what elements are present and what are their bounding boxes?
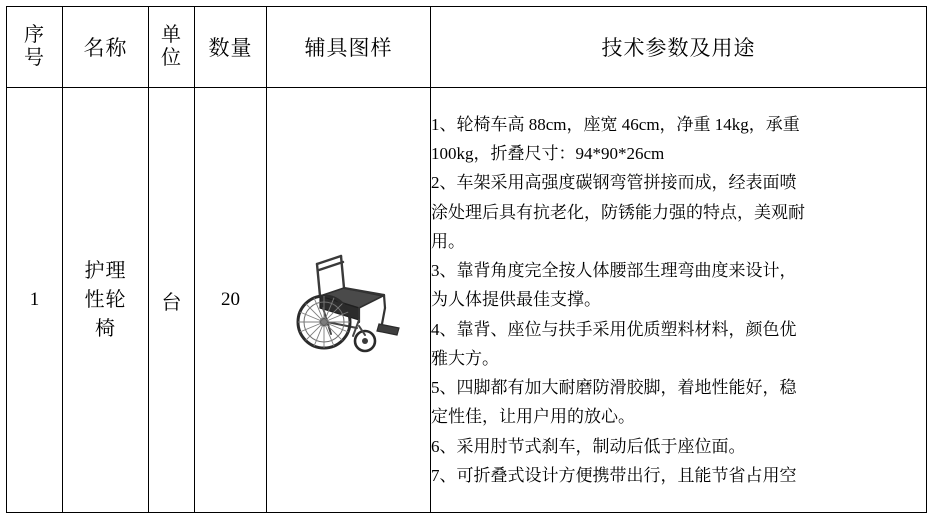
- cell-description: [431, 88, 927, 513]
- column-header-description: [431, 7, 927, 88]
- column-header-quantity-label: 数量: [208, 36, 253, 60]
- description-line: 用。: [431, 231, 465, 251]
- cell-item-name: [63, 88, 149, 513]
- column-header-unit-line2: 位: [161, 47, 182, 69]
- column-header-unit-line1: 单: [161, 24, 182, 46]
- item-name-line2: 性轮: [84, 288, 127, 311]
- column-header-name-label: 名称: [83, 36, 128, 60]
- column-header-name: [63, 7, 149, 88]
- item-name-line1: 护理: [84, 259, 127, 282]
- description-line: 涂处理后具有抗老化，防锈能力强的特点，美观耐: [431, 202, 805, 222]
- table-header: [7, 7, 927, 88]
- description-line: 1、轮椅车高 88cm，座宽 46cm，净重 14kg，承重: [431, 114, 800, 134]
- table-body: [7, 88, 927, 513]
- column-header-seq-line2: 号: [24, 47, 45, 69]
- column-header-quantity: [195, 7, 267, 88]
- column-header-unit: [149, 7, 195, 88]
- description-line: 2、车架采用高强度碳钢弯管拼接而成，经表面喷: [431, 173, 797, 193]
- cell-product-image: [267, 88, 431, 513]
- description-line: 4、靠背、座位与扶手采用优质塑料材料，颜色优: [431, 319, 797, 339]
- description-line: 6、采用肘节式刹车，制动后低于座位面。: [431, 436, 746, 456]
- description-line: 定性佳，让用户用的放心。: [431, 407, 635, 427]
- wheelchair-icon: [287, 238, 411, 362]
- item-name-line3: 椅: [95, 317, 116, 340]
- column-header-image: [267, 7, 431, 88]
- description-line: 7、可折叠式设计方便携带出行，且能节省占用空: [431, 465, 797, 485]
- description-line: 100kg，折叠尺寸：94*90*26cm: [431, 144, 665, 164]
- description-line: 3、靠背角度完全按人体腰部生理弯曲度来设计，: [431, 261, 797, 281]
- specification-table: [6, 6, 927, 513]
- table-row: [7, 88, 927, 513]
- column-header-image-label: 辅具图样: [304, 36, 393, 60]
- column-header-seq-line1: 序: [24, 24, 45, 46]
- description-line: 为人体提供最佳支撑。: [431, 290, 601, 310]
- description-line: 雅大方。: [431, 348, 499, 368]
- column-header-description-label: 技术参数及用途: [601, 36, 756, 60]
- header-row: [7, 7, 927, 88]
- cell-sequence-number: 1: [7, 88, 63, 513]
- cell-quantity: 20: [195, 88, 267, 513]
- cell-unit: 台: [149, 88, 195, 513]
- column-header-seq: [7, 7, 63, 88]
- description-line: 5、四脚都有加大耐磨防滑胶脚，着地性能好，稳: [431, 378, 797, 398]
